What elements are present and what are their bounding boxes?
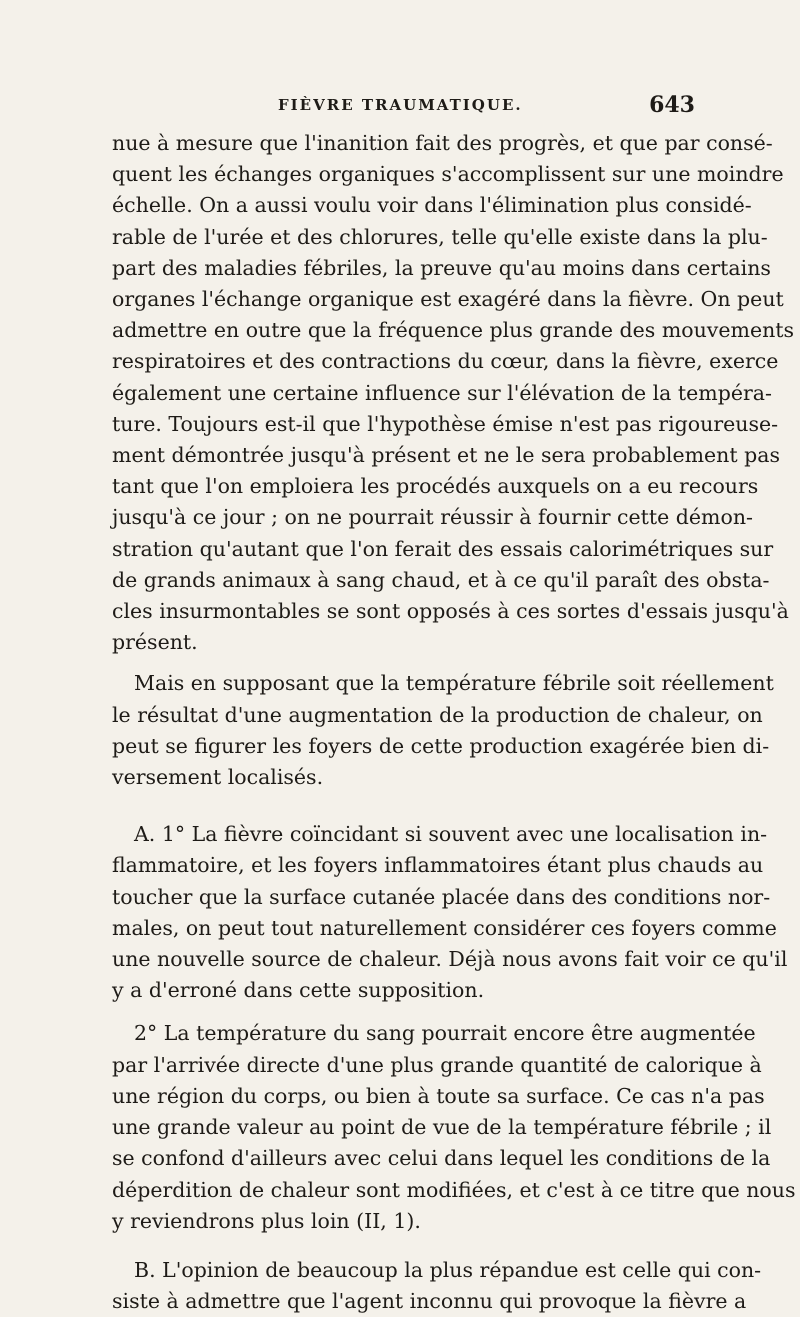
text-line: stration qu'autant que l'on ferait des essais calorimétriques sur bbox=[112, 536, 774, 561]
text-line: tant que l'on emploiera les procédés auxquels on a eu recours bbox=[112, 474, 759, 499]
text-line: par l'arrivée directe d'une plus grande quantité de calorique à bbox=[112, 1052, 762, 1077]
text-line: une grande valeur au point de vue de la température fébrile ; il bbox=[112, 1115, 772, 1140]
text-line: se confond d'ailleurs avec celui dans lequel les conditions de la bbox=[112, 1146, 771, 1171]
text-line: rable de l'urée et des chlorures, telle qu'elle existe dans la plu- bbox=[112, 224, 768, 249]
text-line: Mais en supposant que la température fébrile soit réellement bbox=[134, 671, 774, 696]
text-line: 2° La température du sang pourrait encore être augmentée bbox=[134, 1021, 756, 1046]
text-line: organes l'échange organique est exagéré dans la fièvre. On peut bbox=[112, 287, 784, 312]
paragraph-p5 bbox=[112, 1255, 762, 1317]
paragraph-p2 bbox=[112, 668, 774, 793]
text-line: le résultat d'une augmentation de la production de chaleur, on bbox=[112, 702, 763, 727]
text-line: A. 1° La fièvre coïncidant si souvent avec une localisation in- bbox=[134, 822, 768, 847]
text-line: une nouvelle source de chaleur. Déjà nous avons fait voir ce qu'il bbox=[112, 947, 788, 972]
text-line: ment démontrée jusqu'à présent et ne le sera probablement pas bbox=[112, 443, 780, 468]
body-text bbox=[112, 128, 796, 1317]
text-line: cles insurmontables se sont opposés à ces sortes d'essais jusqu'à bbox=[112, 599, 789, 624]
text-line: admettre en outre que la fréquence plus grande des mouvements bbox=[112, 318, 795, 343]
text-line: une région du corps, ou bien à toute sa surface. Ce cas n'a pas bbox=[112, 1083, 765, 1108]
paragraph-p3 bbox=[112, 819, 788, 1006]
running-title: FIÈVRE TRAUMATIQUE. bbox=[278, 96, 523, 114]
text-line: de grands animaux à sang chaud, et à ce qu'il paraît des obsta- bbox=[112, 567, 770, 592]
text-line: respiratoires et des contractions du cœur, dans la fièvre, exerce bbox=[112, 349, 779, 374]
text-line: quent les échanges organiques s'accomplissent sur une moindre bbox=[112, 162, 784, 187]
text-line: y reviendrons plus loin (II, 1). bbox=[112, 1208, 421, 1233]
text-line: déperdition de chaleur sont modifiées, et c'est à ce titre que nous bbox=[112, 1177, 796, 1202]
text-line: échelle. On a aussi voulu voir dans l'élimination plus considé- bbox=[112, 193, 752, 218]
text-line: B. L'opinion de beaucoup la plus répandue est celle qui con- bbox=[134, 1257, 762, 1282]
text-line: part des maladies fébriles, la preuve qu'au moins dans certains bbox=[112, 255, 771, 280]
paragraph-p4 bbox=[112, 1018, 796, 1236]
text-line: ture. Toujours est-il que l'hypothèse émise n'est pas rigoureuse- bbox=[112, 411, 779, 436]
text-line: également une certaine influence sur l'élévation de la tempéra- bbox=[112, 380, 772, 405]
text-line: toucher que la surface cutanée placée dans des conditions nor- bbox=[112, 884, 771, 909]
text-line: flammatoire, et les foyers inflammatoires étant plus chauds au bbox=[112, 853, 764, 878]
page-number: 643 bbox=[649, 92, 695, 118]
paragraph-p1 bbox=[112, 128, 795, 658]
text-line: peut se figurer les foyers de cette production exagérée bien di- bbox=[112, 733, 770, 758]
text-line: siste à admettre que l'agent inconnu qui provoque la fièvre a bbox=[112, 1289, 747, 1314]
text-line: y a d'erroné dans cette supposition. bbox=[112, 978, 485, 1003]
text-line: jusqu'à ce jour ; on ne pourrait réussir à fournir cette démon- bbox=[112, 505, 753, 530]
text-line: males, on peut tout naturellement considérer ces foyers comme bbox=[112, 915, 777, 940]
text-line: présent. bbox=[112, 630, 198, 655]
text-line: nue à mesure que l'inanition fait des progrès, et que par consé- bbox=[112, 131, 773, 155]
running-head bbox=[0, 92, 800, 126]
text-line: versement localisés. bbox=[112, 765, 324, 790]
